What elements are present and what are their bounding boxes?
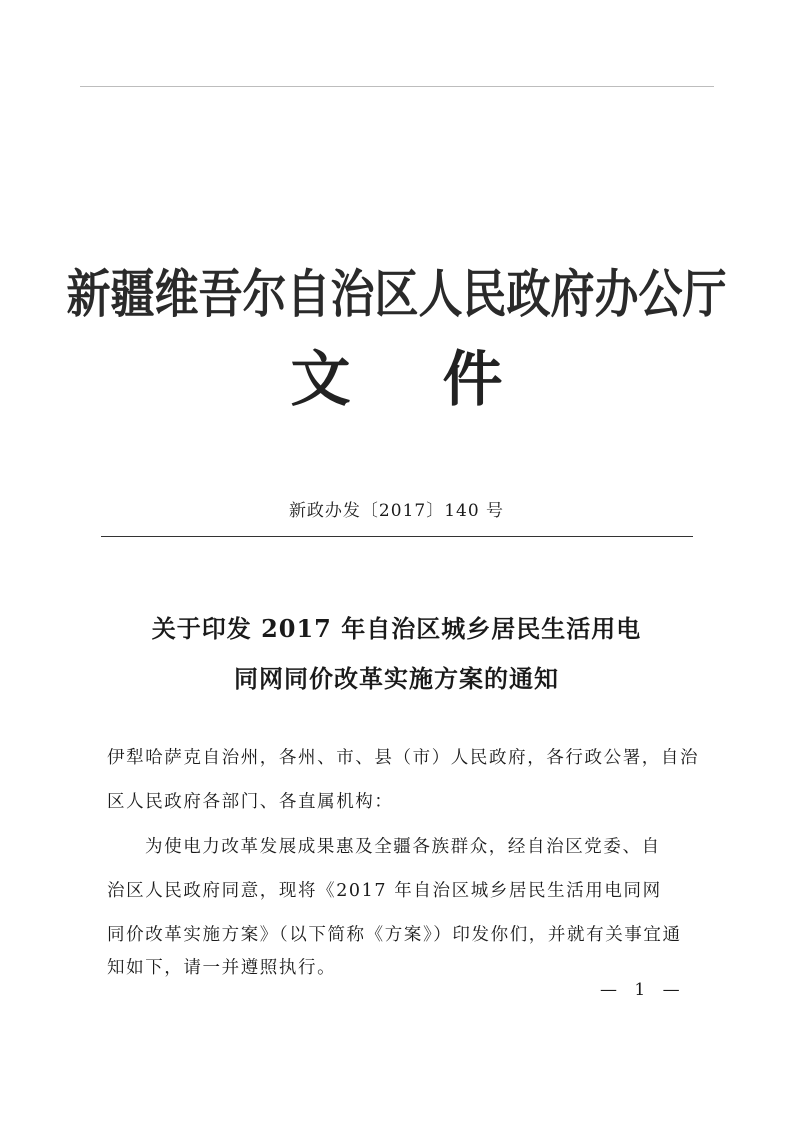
header-separator-line — [101, 536, 693, 537]
document-type — [0, 332, 793, 418]
addressee-line-2: 区人民政府各部门、各直属机构： — [107, 792, 394, 812]
document-type-char-2: 件 — [442, 345, 503, 415]
document-title-line-2: 同网同价改革实施方案的通知 — [234, 664, 559, 693]
document-title-line-1: 关于印发 2017 年自治区城乡居民生活用电 — [151, 614, 642, 643]
page-number: — 1 — — [600, 980, 686, 1000]
paragraph-1-line-1: 为使电力改革发展成果惠及全疆各族群众，经自治区党委、自 — [145, 837, 661, 857]
document-type-char-1: 文 — [290, 345, 351, 415]
document-number: 新政办发〔2017〕140 号 — [288, 501, 505, 521]
paragraph-1-line-4: 知如下，请一并遵照执行。 — [107, 958, 337, 978]
paragraph-1-line-2: 治区人民政府同意，现将《2017 年自治区城乡居民生活用电同网 — [107, 881, 662, 901]
top-divider — [80, 86, 714, 87]
addressee-line-1: 伊犁哈萨克自治州，各州、市、县（市）人民政府，各行政公署，自治 — [107, 748, 700, 768]
issuer-name: 新疆维吾尔自治区人民政府办公厅 — [66, 264, 727, 326]
paragraph-1-line-3: 同价改革实施方案》（以下简称《方案》）印发你们，并就有关事宜通 — [107, 925, 682, 945]
